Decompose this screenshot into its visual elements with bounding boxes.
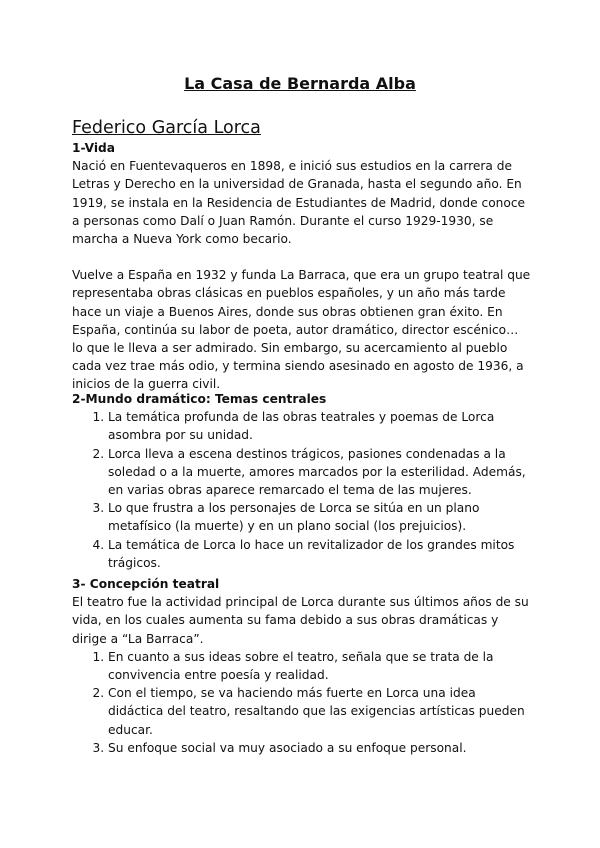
list-item: 3. Su enfoque social va muy asociado a su enfoque personal. bbox=[108, 739, 532, 757]
vida-paragraph-1: Nació en Fuentevaqueros en 1898, e inició sus estudios en la carrera de Letras y Derecho en la universidad de Granada, hasta el segundo año. En 1919, se instala en la Residencia de Estudiantes de Madrid, donde conoce a personas como Dalí o Juan Ramón. Durante el curso 1929-1930, se marcha a Nueva York como becario. bbox=[72, 159, 526, 247]
list-item: 1. La temática profunda de las obras teatrales y poemas de Lorca asombra por su unidad. bbox=[108, 408, 532, 444]
section-heading-vida: 1-Vida bbox=[72, 141, 115, 155]
section-mundo bbox=[72, 390, 532, 572]
vida-paragraph-2: Vuelve a España en 1932 y funda La Barraca, que era un grupo teatral que representaba obras clásicas en pueblos españoles, y un año más tarde hace un viaje a Buenos Aires, donde sus obras obtienen gran éxito. En España, continúa su labor de poeta, autor dramático, director escénico… lo que le lleva a ser admirado. Sin embargo, su acercamiento al pueblo cada vez trae más odio, y termina siendo asesinado en agosto de 1936, a inicios de la guerra civil. bbox=[72, 268, 531, 392]
author-heading: Federico García Lorca bbox=[72, 118, 261, 138]
list-item: 4. La temática de Lorca lo hace un revitalizador de los grandes mitos trágicos. bbox=[108, 536, 532, 572]
list-item: 2. Lorca lleva a escena destinos trágicos, pasiones condenadas a la soledad o a la muerte, amores marcados por la esterilidad. Además, en varias obras aparece remarcado el tema de las mujeres. bbox=[108, 445, 532, 500]
list-item: 2. Con el tiempo, se va haciendo más fuerte en Lorca una idea didáctica del teatro, resaltando que las exigencias artísticas pueden educar. bbox=[108, 684, 532, 739]
concepcion-intro: El teatro fue la actividad principal de Lorca durante sus últimos años de su vida, en los cuales aumenta su fama debido a sus obras dramáticas y dirige a “La Barraca”. bbox=[72, 595, 529, 646]
list-item: 1. En cuanto a sus ideas sobre el teatro, señala que se trata de la convivencia entre poesía y realidad. bbox=[108, 648, 532, 684]
list-item: 3. Lo que frustra a los personajes de Lorca se sitúa en un plano metafísico (la muerte) y en un plano social (los prejuicios). bbox=[108, 499, 532, 535]
concepcion-list bbox=[72, 648, 532, 757]
mundo-list bbox=[72, 408, 532, 572]
document-title: La Casa de Bernarda Alba bbox=[184, 74, 416, 93]
section-heading-mundo: 2-Mundo dramático: Temas centrales bbox=[72, 392, 327, 406]
section-concepcion bbox=[72, 575, 532, 757]
section-vida bbox=[72, 139, 532, 394]
section-heading-concepcion: 3- Concepción teatral bbox=[72, 577, 220, 591]
